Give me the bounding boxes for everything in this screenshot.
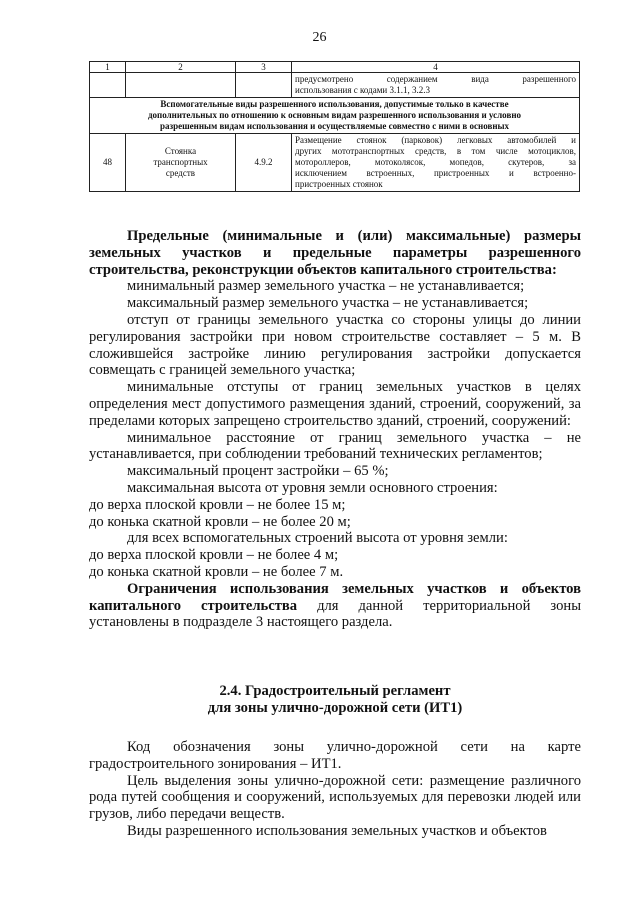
col-header-4: 4 xyxy=(292,62,580,73)
paragraph: до конька скатной кровли – не более 20 м; xyxy=(89,513,351,530)
use-type-name: Стоянка транспортных средств xyxy=(126,134,236,192)
section-header-cell xyxy=(90,98,580,134)
table-row xyxy=(90,134,580,192)
section-header-line: Вспомогательные виды разрешенного использования, допустимые только в качестве xyxy=(160,99,509,109)
paragraph: максимальный размер земельного участка – не устанавливается; xyxy=(127,295,529,312)
use-type-description: Размещение стоянок (парковок) легковых автомобилей и других мототранспортных средств, в том числе мотоциклов, мотороллеров, мотоколясок, мопедов, скутеров, за исключением встроенных, пристроенных и встроенно- пристроенных стоянок xyxy=(292,134,580,192)
paragraph: минимальные отступы от границ земельных участков в целях определения мест допустимого размещения зданий, строений, сооружений, за пределами которых запрещено строительство зданий, строений, сооружений: xyxy=(89,379,581,429)
paragraph: максимальная высота от уровня земли основного строения: xyxy=(127,479,498,496)
col-header-3: 3 xyxy=(236,62,292,73)
section-header-line: дополнительных по отношению к основным видам разрешенного использования и условно xyxy=(147,110,522,120)
row-number: 48 xyxy=(90,134,126,192)
section-title xyxy=(89,683,581,717)
paragraph: до верха плоской кровли – не более 4 м; xyxy=(89,547,339,564)
paragraph: Цель выделения зоны улично-дорожной сети: размещение различного рода путей сообщения и сооружений, используемых для перевозки людей или грузов, либо передачи веществ. xyxy=(89,772,581,823)
section-body xyxy=(89,739,581,840)
section-header-line: разрешенным видам использования и осуществляемые совместно с ними в основных xyxy=(159,121,510,131)
land-use-table xyxy=(89,61,580,192)
paragraph: минимальный размер земельного участка – не устанавливается; xyxy=(127,278,525,295)
col-header-2: 2 xyxy=(126,62,236,73)
desc-line: предусмотрено содержанием вида разрешенного xyxy=(295,74,576,84)
section-title-line: 2.4. Градостроительный регламент xyxy=(219,683,451,699)
paragraph: Код обозначения зоны улично-дорожной сети на карте градостроительного зонирования – ИТ1. xyxy=(89,739,581,772)
paragraph: до конька скатной кровли – не более 7 м. xyxy=(89,563,344,580)
paragraph: до верха плоской кровли – не более 15 м; xyxy=(89,496,346,513)
restrictions-rest: для данной территориальной зоны установлены в подразделе 3 настоящего раздела. xyxy=(89,597,581,631)
paragraph: минимальное расстояние от границ земельного участка – не устанавливается, при соблюдении требований технических регламентов; xyxy=(89,429,581,463)
table-cell-description xyxy=(292,73,580,98)
paragraph: отступ от границы земельного участка со стороны улицы до линии регулирования застройки при новом строительстве составляет – 5 м. В сложившейся застройке линию регулирования застройки допускается совмещать с границей земельного участка; xyxy=(89,311,581,379)
limits-heading: Предельные (минимальные и (или) максимальные) размеры земельных участков и предельные параметры разрешенного строительства, реконструкции объектов капитального строительства: xyxy=(89,228,581,278)
paragraph: максимальный процент застройки – 65 %; xyxy=(127,463,389,480)
paragraph: Виды разрешенного использования земельных участков и объектов xyxy=(127,822,547,839)
restrictions-paragraph xyxy=(89,581,581,631)
table-row xyxy=(90,73,580,98)
paragraph: для всех вспомогательных строений высота от уровня земли: xyxy=(127,530,508,547)
limits-block xyxy=(89,228,581,631)
desc-line: использования с кодами 3.1.1, 3.2.3 xyxy=(295,85,430,95)
col-header-1: 1 xyxy=(90,62,126,73)
table-section-header-row xyxy=(90,98,580,134)
page-number: 26 xyxy=(312,30,327,45)
section-title-line: для зоны улично-дорожной сети (ИТ1) xyxy=(207,699,463,716)
restrictions-bold: Ограничения использования земельных участков и объектов капитального строительства xyxy=(89,580,581,614)
table-header-row xyxy=(90,62,580,73)
use-type-code: 4.9.2 xyxy=(236,134,292,192)
